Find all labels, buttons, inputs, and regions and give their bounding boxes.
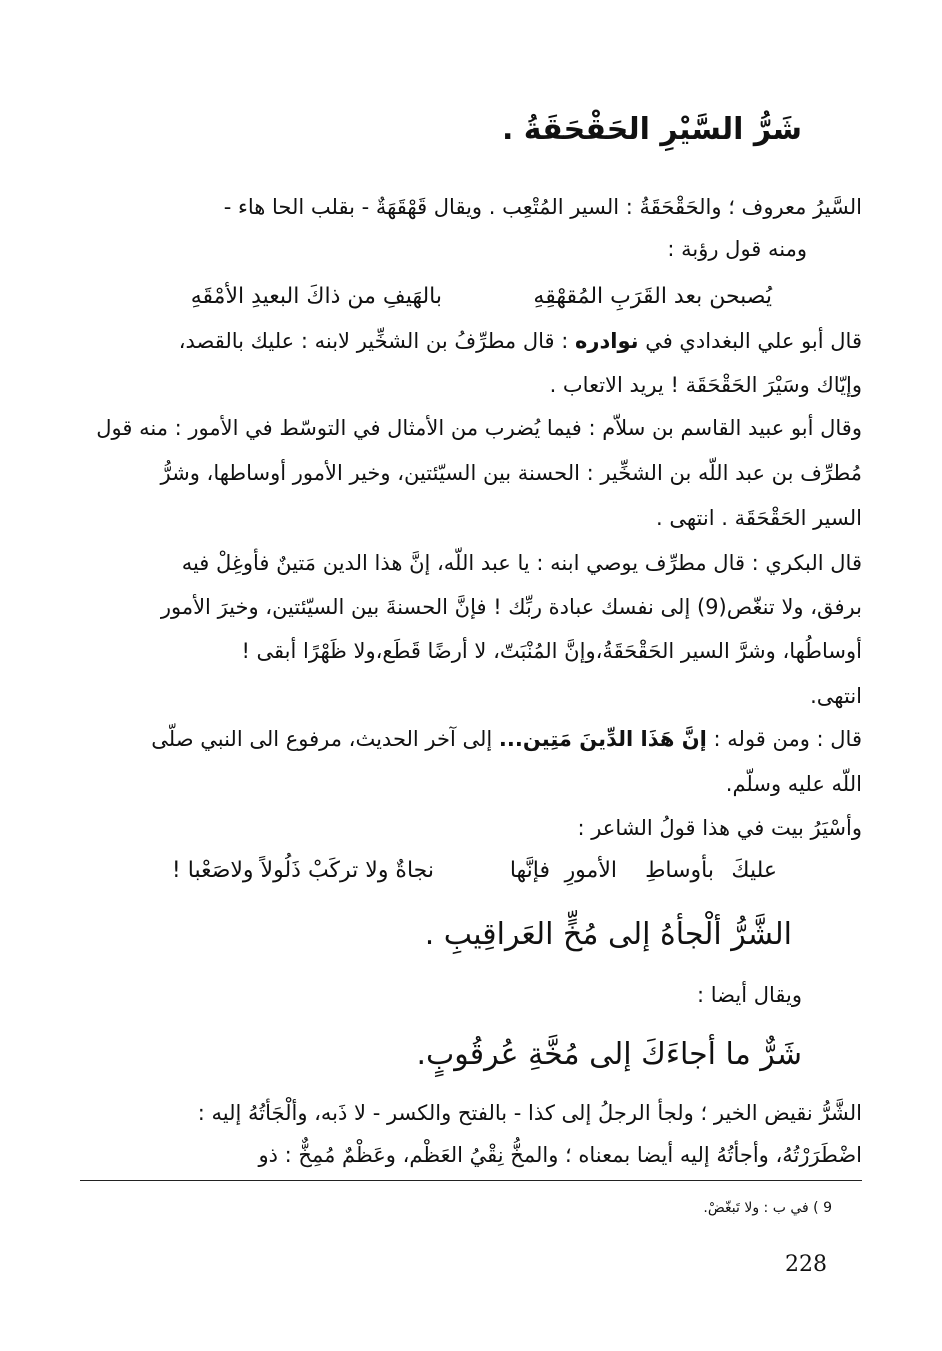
text-line: وإيّاك وسَيْرَ الحَقْحَقَة ! يريد الاتعاب . [549, 373, 862, 397]
text-run: إلى آخر الحديث، مرفوع الى النبي صلّى [151, 727, 493, 751]
text-line: الشَّرُّ نقيض الخير ؛ ولجأ الرجلُ إلى كذا - بالفتح والكسر - لا ذَبه، وألْجَأتُهُ إليه : [197, 1101, 862, 1125]
text-line: قال البكري : قال مطرِّف يوصي ابنه : يا عبد اللّه، إنَّ هذا الدين مَتينٌ فأوغِلْ فيه [181, 551, 862, 575]
verse-word: بأوساطِ [645, 858, 714, 883]
paragraph-7: ويقال أيضا : [697, 983, 802, 1007]
verse-word: الأمورِ [564, 858, 617, 883]
text-line [179, 326, 862, 356]
proverb-heading-3: شَرٌّ ما أجاءَكَ إلى مُخَّةِ عُرقُوبٍ. [416, 1037, 802, 1072]
text-line: انتهى. [810, 684, 862, 708]
paragraph-6: وأسْيَرُ بيت في هذا قولُ الشاعر : [577, 816, 862, 840]
verse-word: فإنَّها [509, 858, 550, 883]
verse-word: نجاةٌ ولا تركَبْ ذَلُولاً ولاصَعْبا ! [171, 858, 434, 883]
text-run: قال : ومن قوله : [713, 727, 862, 751]
verse-2 [0, 856, 942, 886]
verse-1 [0, 282, 942, 312]
text-line [151, 724, 862, 754]
proverb-heading-1: شَرُّ السَّيْرِ الحَقْحَقَةُ . [501, 112, 802, 147]
footnote-separator [80, 1180, 862, 1181]
text-run: قال أبو علي البغدادي في [645, 329, 862, 353]
text-line: السير الحَقْحَقَة . انتهى . [656, 506, 862, 530]
text-line: اللّه عليه وسلّم. [725, 772, 862, 796]
text-run: : قال مطرِّفُ بن الشخِّير لابنه : عليك بالقصد، [178, 329, 569, 353]
text-line: ومنه قول رؤبة : [667, 237, 807, 261]
text-line: وقال أبو عبيد القاسم بن سلاّم : فيما يُضرب من الأمثال في التوسّط في الأمور : منه قول [96, 416, 862, 440]
verse-first-hemistich: يُصبحن بعد القَرَبِ المُقهْقِهِ [533, 284, 772, 309]
verse-word: عليكَ [731, 858, 777, 883]
verse-second-hemistich: بالهَيفِ من ذاكَ البعيدِ الأمْقَهِ [190, 284, 442, 309]
proverb-heading-2: الشَّرُّ ألْجأهُ إلى مُخٍّ العَراقِيبِ . [424, 917, 792, 952]
page-number: 228 [785, 1252, 827, 1277]
text-line: السَّيرُ معروف ؛ والحَقْحَقَةُ : السير المُتْعِب . ويقال قَهْقَهَةٌ - بقلب الحا هاء - [223, 195, 862, 219]
text-line: اضْطَرَرْتُهُ، وأجأتُهُ إليه أيضا بمعناه ؛ والمخُّ نِقْيُ العَظْم، وعَظْمٌ مُمِخٌّ : ذو [258, 1143, 862, 1167]
text-line: برفق، ولا تنغّص(9) إلى نفسك عبادة ربِّك ! فإنَّ الحسنةَ بين السيّئتين، وخيرَ الأمور [160, 595, 862, 619]
hadith-quote: إنَّ هَذَا الدِّينَ مَتِين... [498, 727, 707, 751]
text-line: مُطرِّف بن عبد اللّه بن الشخِّير : الحسنة بين السيّئتين، وخير الأمور أوساطها، وشرُّ [160, 461, 862, 485]
text-line: أوساطُها، وشرَّ السير الحَقْحَقَةُ،وإنَّ المُنْبَتّ، لا أرضًا قَطَع،ولا ظَهْرًا أبقى ! [241, 639, 862, 663]
book-title: نوادره [574, 329, 639, 353]
footnote: 9 ) في ب : ولا تَبغّضْ. [703, 1200, 832, 1216]
